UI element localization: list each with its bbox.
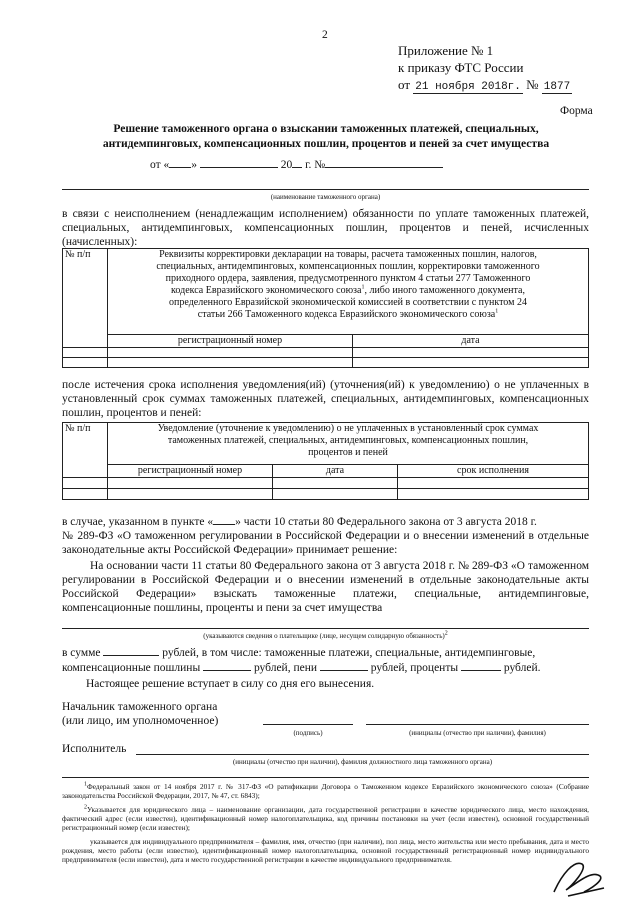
table2-col-no: № п/п: [63, 423, 108, 478]
table1-sub-regnum: регистрационный номер: [108, 335, 353, 348]
paragraph-1: в связи с неисполнением (ненадлежащим исполнением) обязанности по уплате таможенных платежей, специальных, антидемпинговых, компенсационных пошлин, процентов и пеней, исчисленных (начисленных):: [62, 208, 589, 248]
signature-scribble: [548, 852, 608, 900]
footnote-1: $^1$Федеральный закон от 14 ноября 2017 г. № 317-ФЗ «О ратификации Договора о Таможенном кодексе Евразийского экономического союза» (Собрание законодательства Российской Федерации, 2017, № 47, ст. 6843);: [62, 781, 589, 800]
customs-body-label: (наименование таможенного органа): [270, 193, 381, 201]
executor-label: Исполнитель: [62, 743, 127, 755]
table-row: [63, 348, 589, 358]
table1-sub-date: дата: [353, 335, 589, 348]
appendix-line3: от 21 ноября 2018г. № 1877: [398, 77, 571, 93]
head-title: Начальник таможенного органа (или лицо, им уполномоченное): [62, 701, 219, 727]
appendix-date: 21 ноября 2018г.: [415, 81, 521, 93]
table-row: [63, 358, 589, 368]
effective-statement: Настоящее решение вступает в силу со дня его вынесения.: [86, 678, 375, 690]
executor-caption: (инициалы (отчество при наличии), фамилия должностного лица таможенного органа): [232, 758, 493, 766]
table-row: [63, 489, 589, 500]
initials-label: (инициалы (отчество при наличии), фамилия): [409, 729, 546, 737]
table2-sub-deadline: срок исполнения: [398, 465, 589, 478]
decision-date-line: от « » 20 г. №: [150, 158, 443, 172]
table2-sub-date: дата: [273, 465, 398, 478]
table1-header: Реквизиты корректировки декларации на товары, расчета таможенных пошлин, налогов, специальных, антидемпинговых, компенсационных пошлин, корректировки таможенного приходного ордера, заявления, предусмотренного пунктом 4 статьи 277 Таможенного кодекса Евразийского экономического союза$^1$, либо иного таможенного документа, определенного Евразийской экономической комиссией в соответствии с пунктом 24 статьи 266 Таможенного кодекса Евразийского экономического союза$^1$: [108, 249, 589, 335]
table2-sub-regnum: регистрационный номер: [108, 465, 273, 478]
appendix-block: [398, 42, 572, 96]
payer-label: (указываются сведения о плательщике (лице, несущем солидарную обязанность)$^2$: [203, 630, 448, 640]
signature-label: (подпись): [293, 729, 323, 737]
form-label: Форма: [560, 105, 593, 117]
table-correction-details: [62, 248, 589, 368]
document-title: Решение таможенного органа о взыскании таможенных платежей, специальных, антидемпинговых, компенсационных пошлин, процентов и пеней за счет имущества: [102, 122, 550, 150]
table1-col-no: № п/п: [63, 249, 108, 348]
paragraph-4: На основании части 11 статьи 80 Федерального закона от 3 августа 2018 г. № 289-ФЗ «О таможенном регулировании в Российской Федерации и о внесении изменений в отдельные законодательные акты Российской Федерации» взыскать таможенные платежи, специальные, антидемпинговые, компенсационные пошлины, проценты и пени за счет имущества: [62, 560, 589, 614]
paragraph-2: после истечения срока исполнения уведомления(ий) (уточнения(ий) к уведомлению) о не уплаченных в установленный срок суммах таможенных платежей, специальных, антидемпинговых, компенсационных пошлин, процентов и пеней:: [62, 379, 589, 419]
appendix-number: 1877: [543, 81, 571, 93]
appendix-line2: к приказу ФТС России: [398, 60, 524, 75]
footnote-2: $^2$Указывается для юридического лица – наименование организации, дата государственной регистрации в качестве юридического лица, место нахождения, фактический адрес (если известен), идентификационный номер налогоплательщика, код причины постановки на учет (если известен), основной государственный регистрационный номер (если известен);: [62, 804, 589, 832]
appendix-line1: Приложение № 1: [398, 43, 494, 58]
sum-line-2: компенсационные пошлины рублей, пени рублей, проценты рублей.: [62, 662, 541, 674]
footnote-3: указывается для индивидуального предпринимателя – фамилия, имя, отчество (при наличии), пол лица, место жительства или место пребывания, дата и место рождения, место работы (если известно), идентификационный номер налогоплательщика, основной государственный регистрационный номер индивидуального предпринимателя (если известен), дата и место государственной регистрации в качестве индивидуального предпринимателя.: [62, 837, 589, 864]
sum-line-1: в сумме рублей, в том числе: таможенные платежи, специальные, антидемпинговые,: [62, 647, 536, 659]
paragraph-3: в случае, указанном в пункте « » части 10 статьи 80 Федерального закона от 3 августа 2018 г. № 289-ФЗ «О таможенном регулировании в Российской Федерации и о внесении изменений в отдельные законодательные акты Российской Федерации» принимает решение:: [62, 516, 589, 556]
table-row: [63, 478, 589, 489]
table2-header: Уведомление (уточнение к уведомлению) о не уплаченных в установленный срок суммах таможенных платежей, специальных, антидемпинговых, компенсационных пошлин, процентов и пеней: [108, 423, 589, 465]
page-number: 2: [322, 29, 328, 41]
table-notifications: [62, 422, 589, 500]
